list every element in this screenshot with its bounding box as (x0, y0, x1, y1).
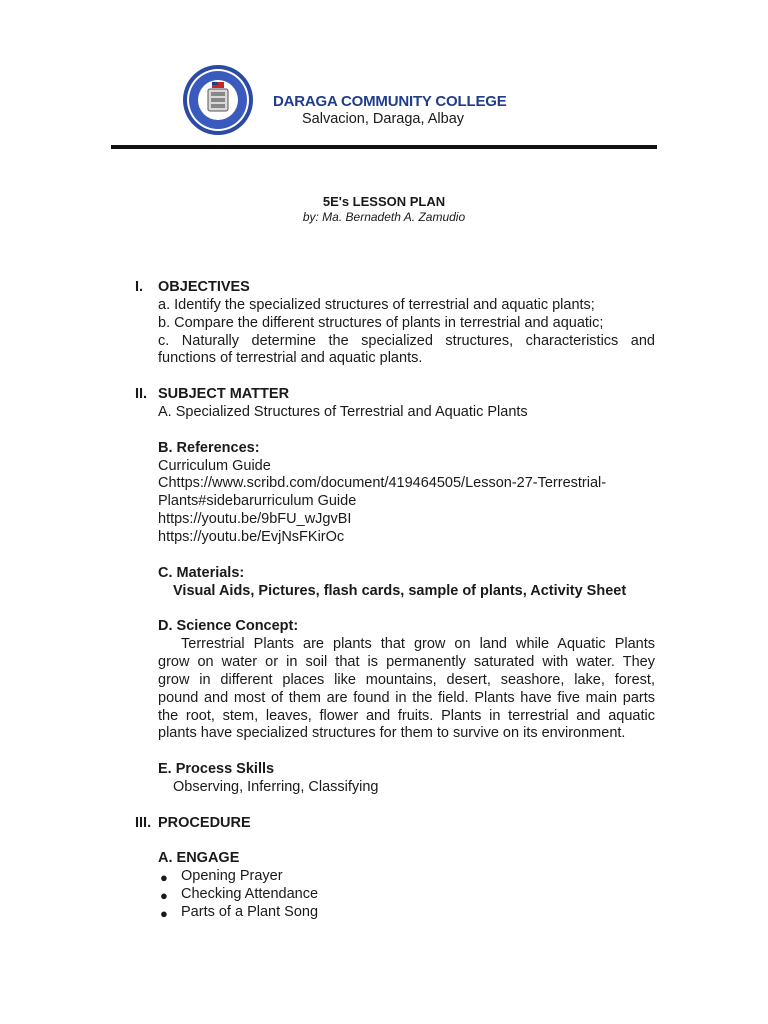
science-concept-line: pound and most of them are found in the field. Plants have five main parts (158, 690, 655, 706)
materials-list: Visual Aids, Pictures, flash cards, sample of plants, Activity Sheet (173, 583, 627, 599)
science-concept-line: grow in different places like mountains, desert, seashore, lake, forest, (158, 672, 655, 688)
bullet-icon: ● (160, 906, 168, 921)
references-heading: B. References: (158, 440, 260, 456)
engage-item: Parts of a Plant Song (181, 904, 319, 920)
document-header (0, 0, 768, 160)
science-concept-line: the root, stem, leaves, flower and fruits. Plants in terrestrial and aquatic (158, 708, 655, 724)
reference-item: https://youtu.be/EvjNsFKirOc (158, 529, 345, 545)
science-concept-heading: D. Science Concept: (158, 618, 299, 634)
engage-heading: A. ENGAGE (158, 850, 240, 866)
reference-item: Plants#sidebarurriculum Guide (158, 493, 357, 509)
science-concept-line: grow on water or in soil that is permanently saturated with water. They (158, 654, 655, 670)
objective-item: functions of terrestrial and aquatic plants. (158, 350, 423, 366)
engage-item: Opening Prayer (181, 868, 283, 884)
header-divider (111, 145, 657, 149)
bullet-icon: ● (160, 888, 168, 903)
lesson-plan-author: by: Ma. Bernadeth A. Zamudio (302, 210, 466, 224)
science-concept-line: Terrestrial Plants are plants that grow on land while Aquatic Plants (181, 636, 655, 652)
process-skills-list: Observing, Inferring, Classifying (173, 779, 379, 795)
section-heading-objectives: OBJECTIVES (158, 279, 250, 295)
college-address: Salvacion, Daraga, Albay (302, 111, 465, 127)
reference-item: Chttps://www.scribd.com/document/419464505/Lesson-27-Terrestrial- (158, 475, 607, 491)
engage-item: Checking Attendance (181, 886, 319, 902)
process-skills-heading: E. Process Skills (158, 761, 275, 777)
section-number: II. (135, 386, 148, 402)
college-seal-icon (182, 64, 254, 136)
section-number: I. (135, 279, 144, 295)
bullet-icon: ● (160, 870, 168, 885)
lesson-plan-title: 5E's LESSON PLAN (322, 194, 446, 209)
materials-heading: C. Materials: (158, 565, 245, 581)
reference-item: https://youtu.be/9bFU_wJgvBI (158, 511, 352, 527)
section-heading-procedure: PROCEDURE (158, 815, 251, 831)
section-number: III. (135, 815, 152, 831)
section-heading-subject-matter: SUBJECT MATTER (158, 386, 290, 402)
objective-item: a. Identify the specialized structures of terrestrial and aquatic plants; (158, 297, 595, 313)
college-name: DARAGA COMMUNITY COLLEGE (273, 93, 507, 110)
science-concept-line: plants have specialized structures for them to survive on its environment. (158, 725, 626, 741)
objective-item: c. Naturally determine the specialized structures, characteristics and (158, 333, 655, 349)
reference-item: Curriculum Guide (158, 458, 271, 474)
subject-topic: A. Specialized Structures of Terrestrial and Aquatic Plants (158, 404, 528, 420)
objective-item: b. Compare the different structures of plants in terrestrial and aquatic; (158, 315, 604, 331)
